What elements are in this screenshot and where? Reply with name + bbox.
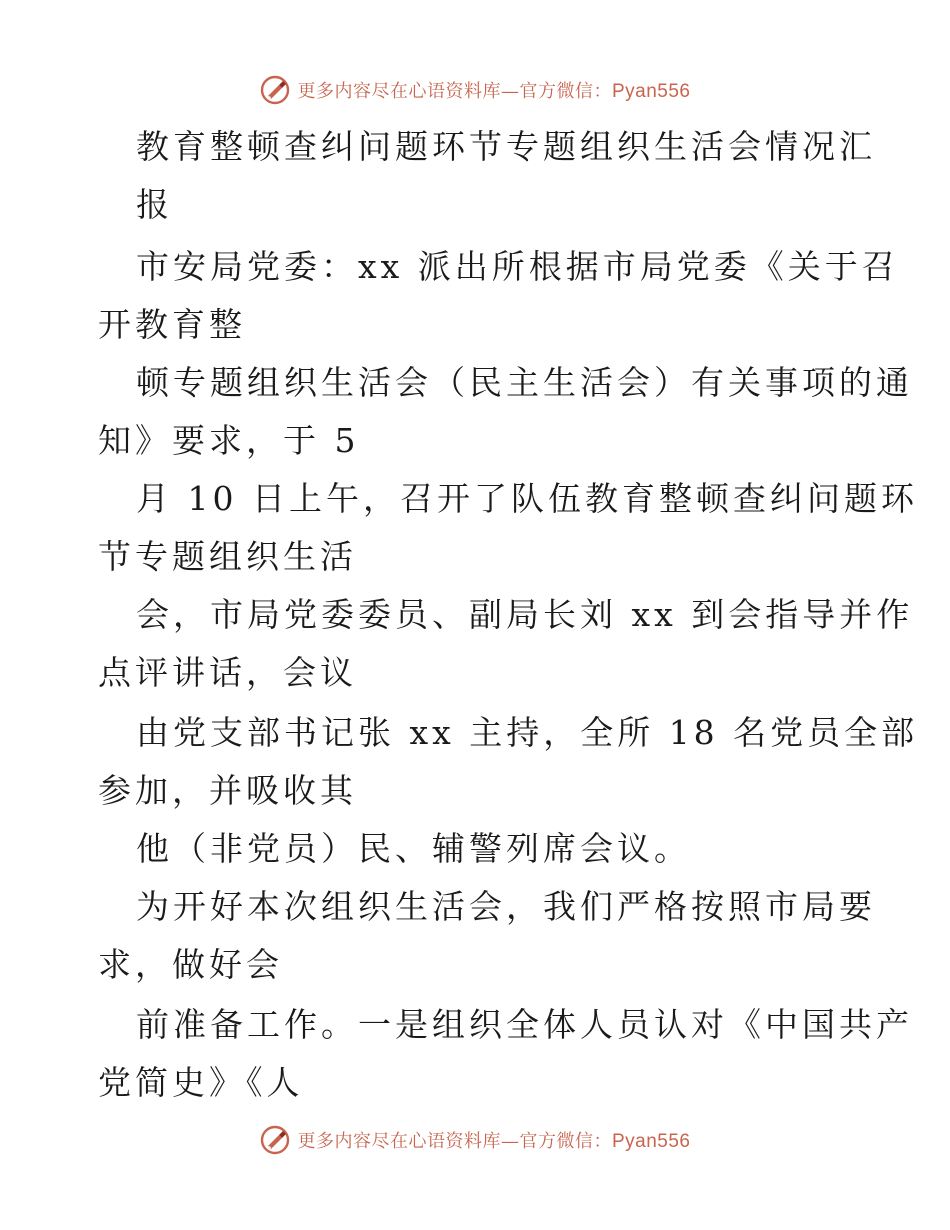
paragraph-line: 参加，并吸收其: [98, 771, 357, 810]
watermark-text: [297, 1127, 690, 1153]
watermark-wechat-id: Pyan556: [611, 1131, 691, 1152]
paragraph-line: 求，做好会: [98, 945, 283, 984]
paragraph-line: 开教育整: [98, 305, 246, 344]
paragraph-line: 节专题组织生活: [98, 537, 357, 576]
paragraph-line: 由党支部书记张 xx 主持，全所 18 名党员全部: [136, 713, 919, 752]
watermark-text: [297, 77, 690, 103]
paragraph-line: 党简史》《人: [98, 1063, 304, 1102]
pen-logo-icon: [259, 74, 291, 106]
paragraph-line: 前准备工作。一是组织全体人员认对《中国共产: [136, 1005, 913, 1044]
paragraph-line: 点评讲话，会议: [98, 653, 357, 692]
watermark-wechat-id: Pyan556: [611, 81, 691, 102]
paragraph-line: 为开好本次组织生活会，我们严格按照市局要: [136, 887, 876, 926]
paragraph-line: 顿专题组织生活会（民主生活会）有关事项的通: [136, 363, 913, 402]
paragraph-line: 会，市局党委委员、副局长刘 xx 到会指导并作: [136, 595, 914, 634]
footer-watermark: [0, 1120, 950, 1160]
watermark-label: 更多内容尽在心语资料库—官方微信：: [297, 81, 612, 102]
paragraph-line: 知》要求，于 5: [98, 421, 360, 460]
pen-logo-icon: [259, 1124, 291, 1156]
document-title-line-1: 教育整顿查纠问题环节专题组织生活会情况汇: [136, 127, 876, 166]
header-watermark: [0, 70, 950, 110]
watermark-label: 更多内容尽在心语资料库—官方微信：: [297, 1131, 612, 1152]
paragraph-line: 月 10 日上午，召开了队伍教育整顿查纠问题环: [136, 479, 918, 518]
paragraph-line: 他（非党员）民、辅警列席会议。: [136, 829, 691, 868]
paragraph-line: 市安局党委：xx 派出所根据市局党委《关于召: [136, 247, 899, 286]
document-title-line-2: 报: [136, 185, 173, 224]
